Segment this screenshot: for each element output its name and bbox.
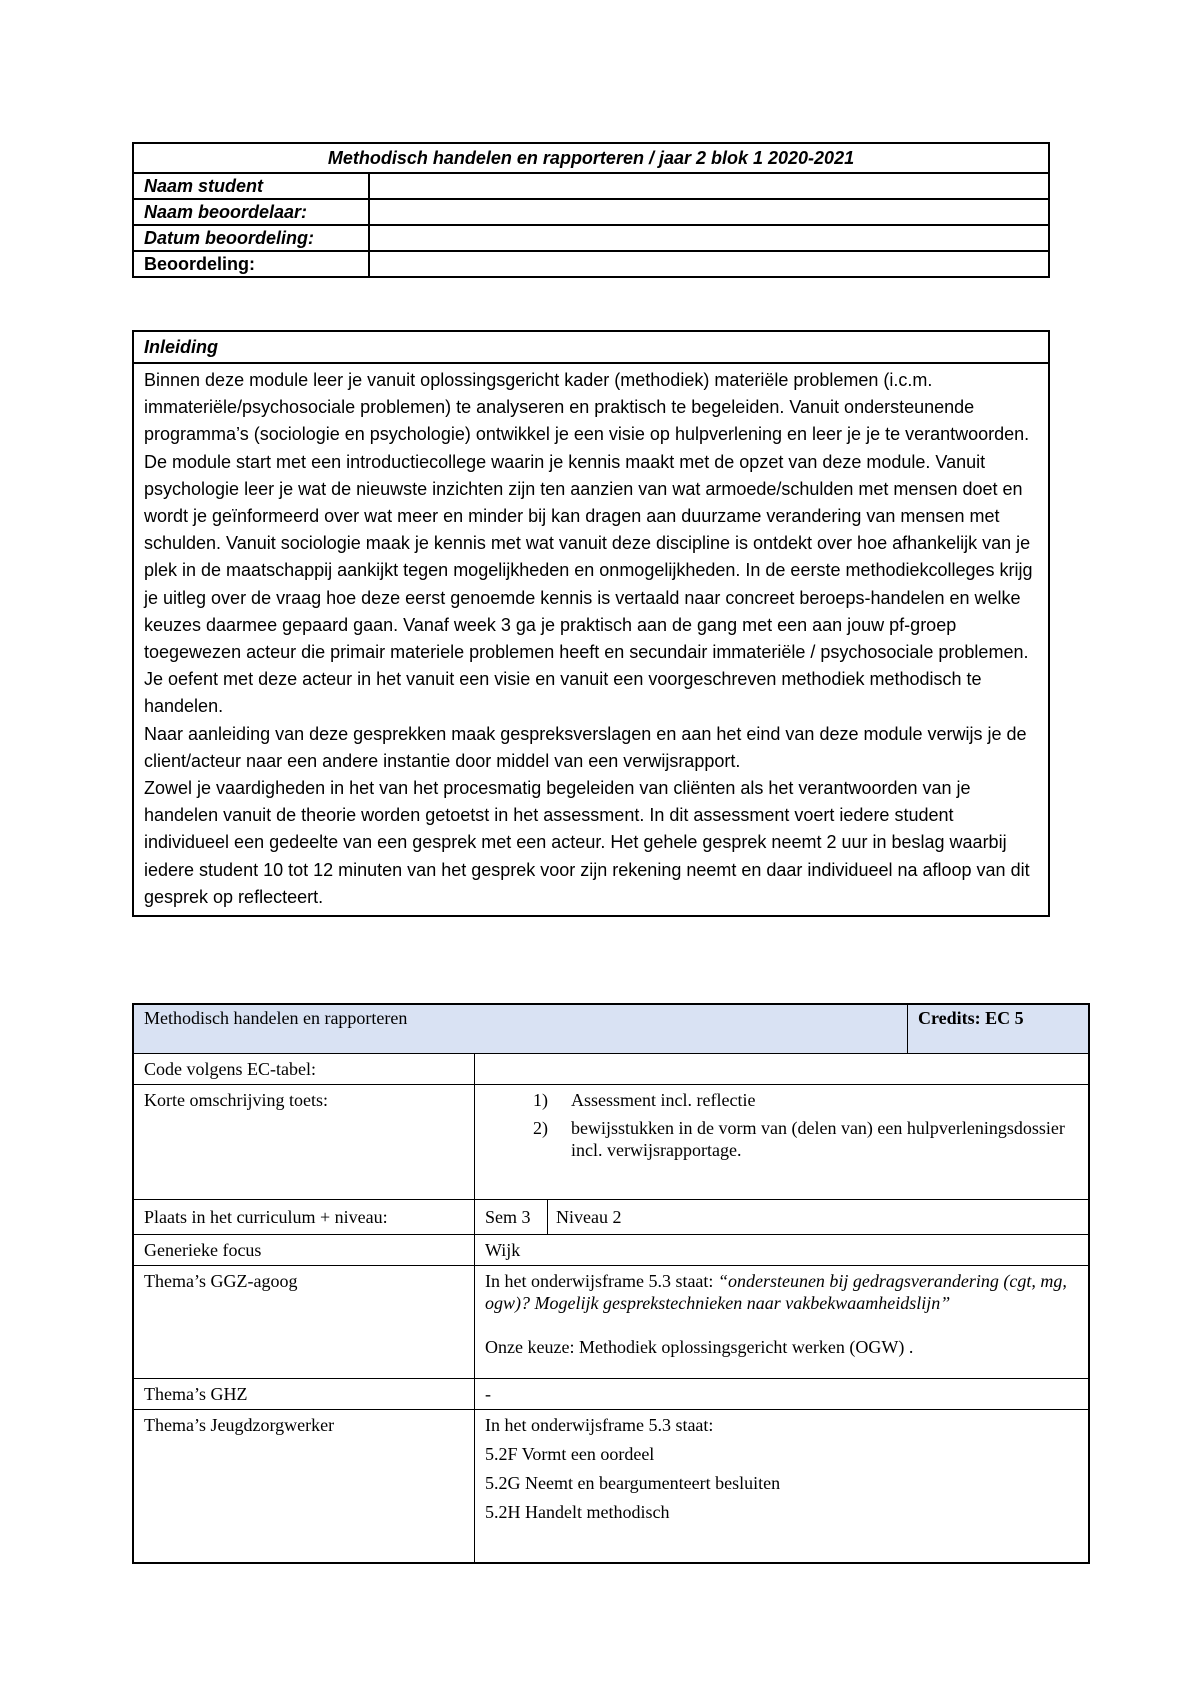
ggz-quote-line	[485, 1270, 1078, 1314]
field-value-beoordeling[interactable]	[369, 251, 1049, 277]
semester: Sem 3	[485, 1200, 548, 1234]
jeugd-value	[475, 1410, 1090, 1564]
ggz-prefix: In het onderwijsframe 5.3 staat:	[485, 1271, 718, 1291]
niveau: Niveau 2	[556, 1207, 622, 1227]
intro-paragraph: Zowel je vaardigheden in het van het procesmatig begeleiden van cliënten als het verantwoorden van je handelen vanuit de theorie worden getoetst in het assessment. In dit assessment voert iedere student individueel een gedeelte van een gesprek met een acteur. Het gehele gesprek neemt 2 uur in beslag waarbij iedere student 10 tot 12 minuten van het gesprek voor zijn rekening neemt en daar individueel na afloop van dit gesprek op reflecteert.	[144, 778, 1030, 907]
row-ggz	[133, 1266, 1089, 1379]
list-text: Assessment incl. reflectie	[571, 1090, 756, 1110]
row-code	[133, 1054, 1089, 1085]
list-number: 2)	[533, 1118, 548, 1138]
jeugd-line: 5.2G Neemt en beargumenteert besluiten	[485, 1473, 781, 1493]
ghz-label: Thema’s GHZ	[133, 1379, 475, 1410]
list-item	[485, 1089, 1078, 1111]
module-table	[132, 1003, 1090, 1564]
ggz-label: Thema’s GGZ-agoog	[133, 1266, 475, 1379]
intro-paragraph: Naar aanleiding van deze gesprekken maak gespreksverslagen en aan het eind van deze module verwijs je de client/acteur naar een andere instantie door middel van een verwijsrapport.	[144, 723, 1027, 771]
list-text: bewijsstukken in de vorm van (delen van) een hulpverleningsdossier incl. verwijsrapportage.	[571, 1118, 1065, 1160]
field-label-student: Naam student	[133, 173, 369, 199]
ggz-choice: Onze keuze: Methodiek oplossingsgericht werken (OGW) .	[485, 1337, 914, 1357]
intro-table	[132, 330, 1050, 917]
ggz-value	[475, 1266, 1090, 1379]
form-row-beoordeling	[133, 251, 1049, 277]
form-row-datum	[133, 225, 1049, 251]
form-title: Methodisch handelen en rapporteren / jaar 2 blok 1 2020-2021	[133, 143, 1049, 173]
row-ghz	[133, 1379, 1089, 1410]
field-label-beoordelaar: Naam beoordelaar:	[133, 199, 369, 225]
field-value-student[interactable]	[369, 173, 1049, 199]
toets-value	[475, 1085, 1090, 1200]
jeugd-line: In het onderwijsframe 5.3 staat:	[485, 1415, 714, 1435]
list-number: 1)	[533, 1090, 548, 1110]
focus-value: Wijk	[475, 1235, 1090, 1266]
field-value-datum[interactable]	[369, 225, 1049, 251]
row-jeugd	[133, 1410, 1089, 1564]
intro-paragraph: De module start met een introductiecollege waarin je kennis maakt met de opzet van deze module. Vanuit psychologie leer je wat de nieuwste inzichten zijn ten aanzien van wat armoede/schulden met mensen doet en wordt je geïnformeerd over wat meer en minder bij kan dragen aan duurzame verandering van mensen met schulden. Vanuit sociologie maak je kennis met wat vanuit deze discipline is ontdekt over hoe afhankelijk van je plek in de maatschappij aankijkt tegen mogelijkheden en onmogelijkheden. In de eerste methodiekcolleges krijg je uitleg over de vraag hoe deze eerst genoemde kennis is vertaald naar concreet beroeps-handelen en welke keuzes daarmee gepaard gaan. Vanaf week 3 ga je praktisch aan de gang met een aan jouw pf-groep toegewezen acteur die primair materiele problemen heeft en secundair immateriële / psychosociale problemen. Je oefent met deze acteur in het vanuit een visie en vanuit een voorgeschreven methodiek methodisch te handelen.	[144, 451, 1033, 717]
plaats-label: Plaats in het curriculum + niveau:	[133, 1200, 475, 1235]
toets-list	[485, 1089, 1078, 1161]
row-toets	[133, 1085, 1089, 1200]
intro-paragraph: Binnen deze module leer je vanuit oplossingsgericht kader (methodiek) materiële problemen (i.c.m. immateriële/psychosociale problemen) te analyseren en praktisch te begeleiden. Vanuit ondersteunende programma’s (sociologie en psychologie) ontwikkel je een visie op hulpverlening en leer je je te verantwoorden.	[144, 370, 1030, 445]
ghz-value: -	[475, 1379, 1090, 1410]
code-value	[475, 1054, 1090, 1085]
field-label-beoordeling: Beoordeling:	[133, 251, 369, 277]
code-label: Code volgens EC-tabel:	[133, 1054, 475, 1085]
plaats-value	[475, 1200, 1090, 1235]
jeugd-line: 5.2H Handelt methodisch	[485, 1502, 670, 1522]
module-title: Methodisch handelen en rapporteren	[133, 1004, 908, 1054]
jeugd-label: Thema’s Jeugdzorgwerker	[133, 1410, 475, 1564]
intro-heading: Inleiding	[133, 331, 1049, 363]
form-row-beoordelaar	[133, 199, 1049, 225]
assessment-form-table	[132, 142, 1050, 278]
list-item	[485, 1117, 1078, 1161]
module-credits: Credits: EC 5	[908, 1004, 1090, 1054]
row-plaats	[133, 1200, 1089, 1235]
row-focus	[133, 1235, 1089, 1266]
ggz-quote: “ondersteunen bij gedragsverandering (cgt, mg, ogw)? Mogelijk gesprekstechnieken naar vakbekwaamheidslijn”	[485, 1271, 1067, 1313]
jeugd-line: 5.2F Vormt een oordeel	[485, 1444, 655, 1464]
focus-label: Generieke focus	[133, 1235, 475, 1266]
toets-label: Korte omschrijving toets:	[133, 1085, 475, 1200]
field-value-beoordelaar[interactable]	[369, 199, 1049, 225]
intro-body	[133, 363, 1049, 916]
form-row-student	[133, 173, 1049, 199]
field-label-datum: Datum beoordeling:	[133, 225, 369, 251]
